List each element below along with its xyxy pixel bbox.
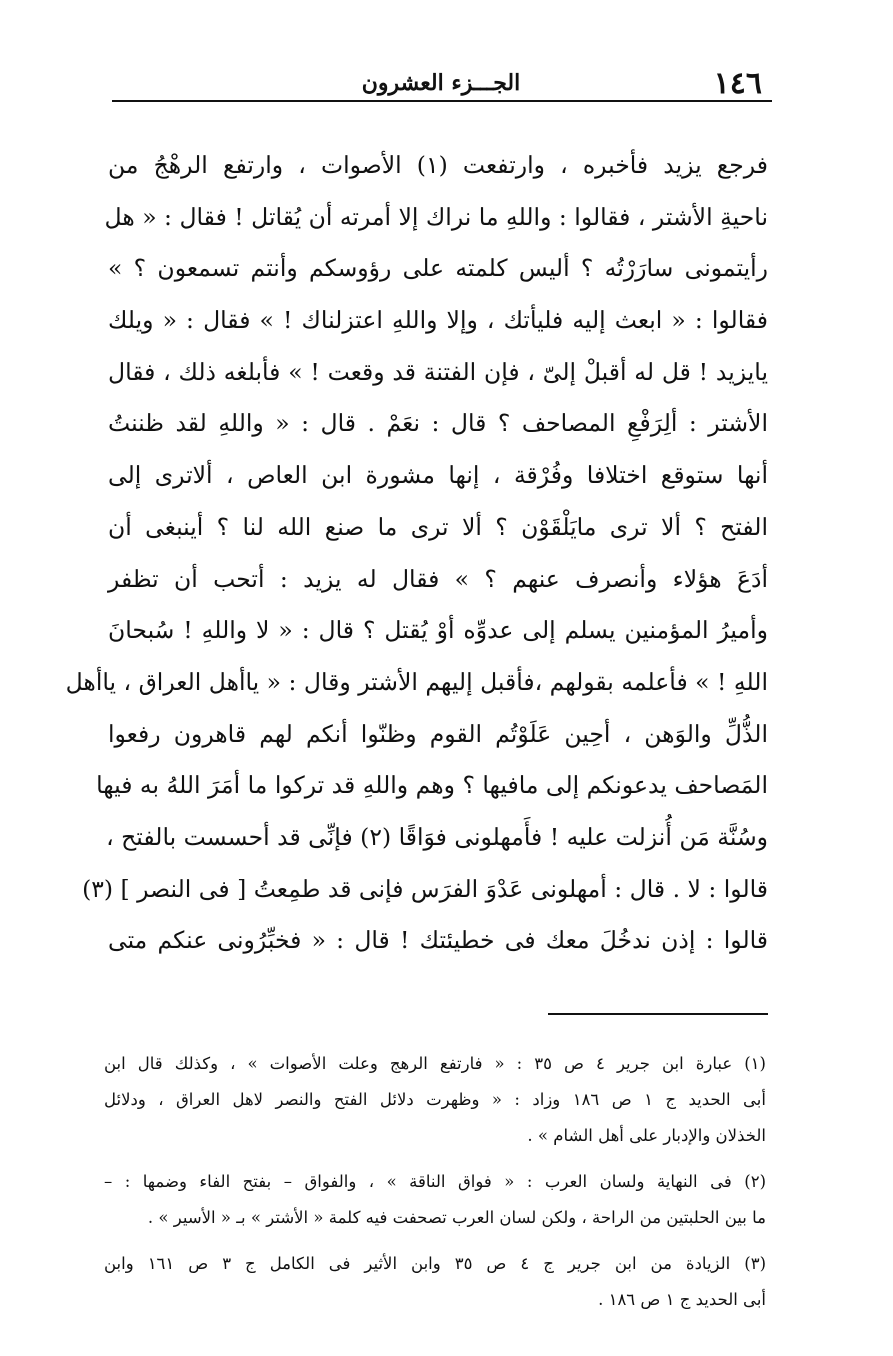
body-line: الذُّلِّ والوَهن ، أحِين عَلَوْتُم القوم وظنّوا أنكم لهم قاهرون رفعوا bbox=[108, 719, 768, 748]
body-text bbox=[65, 140, 768, 967]
body-line: اللهِ ! » فأعلمه بقولهم ،فأقبل إليهم الأشتر وقال : « ياأهل العراق ، ياأهل bbox=[65, 667, 768, 696]
footnote-2-line: ما بين الحلبتين من الراحة ، ولكن لسان العرب تصحفت فيه كلمة « الأشتر » بـ « الأسير » . bbox=[147, 1208, 766, 1227]
footnote-1-line: الخذلان والإدبار على أهل الشام » . bbox=[527, 1126, 766, 1145]
body-line: فقالوا : « ابعث إليه فليأتك ، وإلا واللهِ اعتزلناك ! » فقال : « ويلك bbox=[108, 306, 768, 335]
footnote-1-line: (١) عبارة ابن جرير ٤ ص ٣٥ : « فارتفع الرهج وعلت الأصوات » ، وكذلك قال ابن bbox=[104, 1054, 766, 1073]
body-line: وسُنَّة مَن أُنزلت عليه ! فأَمهلونى فوَاقًا (٢) فإنِّى قد أحسست بالفتح ، bbox=[106, 822, 768, 851]
footnote-2-line: (٢) فى النهاية ولسان العرب : « فواق الناقة » ، والفواق – بفتح الفاء وضمها : – bbox=[104, 1172, 766, 1191]
footnote-3-line: (٣) الزيادة من ابن جرير ج ٤ ص ٣٥ وابن الأثير فى الكامل ج ٣ ص ١٦١ وابن bbox=[104, 1254, 766, 1273]
page-number: ١٤٦ bbox=[713, 66, 762, 101]
footnote-3-line: أبى الحديد ج ١ ص ١٨٦ . bbox=[598, 1290, 766, 1309]
footnotes bbox=[104, 1046, 766, 1318]
body-line: يايزيد ! قل له أقبلْ إلىّ ، فإن الفتنة قد وقعت ! » فأبلغه ذلك ، فقال bbox=[108, 357, 768, 386]
body-line: رأيتمونى سارَرْتُه ؟ أليس كلمته على رؤوسكم وأنتم تسمعون ؟ » bbox=[108, 254, 768, 283]
body-line: المَصاحف يدعونكم إلى مافيها ؟ وهم واللهِ قد تركوا ما أمَرَ اللهُ به فيها bbox=[96, 771, 768, 800]
body-line: قالوا : لا . قال : أمهلونى عَدْوَ الفرَس فإنى قد طمِعتُ [ فى النصر ] (٣) bbox=[82, 874, 768, 903]
running-title: الجـــزء العشرون bbox=[361, 70, 521, 96]
page-header bbox=[112, 62, 770, 102]
body-line: فرجع يزيد فأخبره ، وارتفعت (١) الأصوات ، وارتفع الرهْجُ من bbox=[108, 151, 768, 179]
body-line: أدَعَ هؤلاء وأنصرف عنهم ؟ » فقال له يزيد : أتحب أن تظفر bbox=[108, 564, 768, 593]
footnote-separator bbox=[548, 1013, 768, 1015]
footnote-1-line: أبى الحديد ج ١ ص ١٨٦ وزاد : « وظهرت دلائل الفتح والنصر لاهل العراق ، ودلائل bbox=[104, 1090, 766, 1109]
body-line: وأميرُ المؤمنين يسلم إلى عدوِّه أوْ يُقتل ؟ قال : « لا واللهِ ! سُبحانَ bbox=[108, 616, 768, 645]
body-line: ناحيةِ الأشتر ، فقالوا : واللهِ ما نراك إلا أمرته أن يُقاتل ! فقال : « هل bbox=[104, 202, 768, 231]
header-rule bbox=[112, 100, 772, 102]
body-line: الأشتر : ألِرَفْعِ المصاحف ؟ قال : نعَمْ . قال : « واللهِ لقد ظننتُ bbox=[108, 409, 768, 438]
body-line: أنها ستوقع اختلافا وفُرْقة ، إنها مشورة ابن العاص ، ألاترى إلى bbox=[108, 461, 768, 490]
body-line: الفتح ؟ ألا ترى مايَلْقَوْن ؟ ألا ترى ما صنع الله لنا ؟ أينبغى أن bbox=[108, 512, 768, 541]
body-line: قالوا : إذن ندخُلَ معك فى خطيئتك ! قال : « فخبِّرُونى عنكم متى bbox=[108, 926, 768, 955]
